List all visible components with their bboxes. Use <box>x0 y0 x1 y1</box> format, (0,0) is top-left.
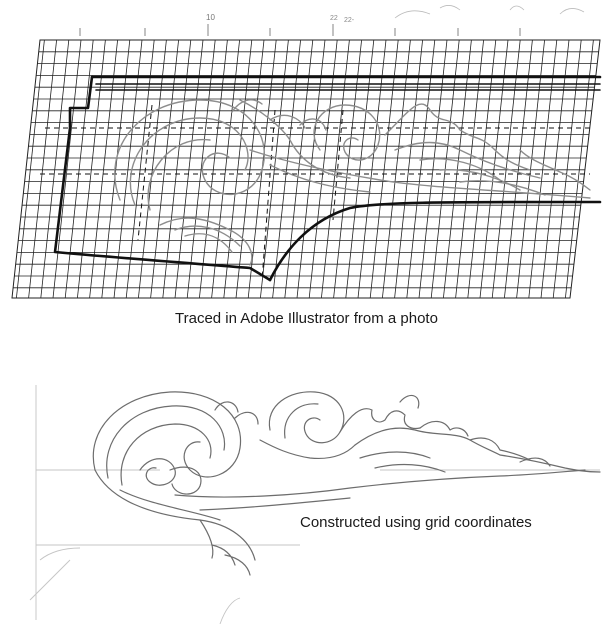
grid-vertical-line <box>321 40 349 298</box>
grid-vertical-line <box>53 40 81 298</box>
grid-vertical-line <box>346 40 374 298</box>
grid-vertical-line <box>260 40 288 298</box>
top-panel-caption: Traced in Adobe Illustrator from a photo <box>175 310 438 327</box>
grid-vertical-line <box>163 40 191 298</box>
grid-vertical-line <box>285 40 313 298</box>
grid-vertical-line <box>334 40 362 298</box>
grid-vertical-line <box>382 40 410 298</box>
bottom-panel-caption: Constructed using grid coordinates <box>300 514 532 531</box>
grid-vertical-line <box>456 40 484 298</box>
grid-vertical-line <box>553 40 581 298</box>
grid-vertical-line <box>370 40 398 298</box>
grid-vertical-line <box>480 40 508 298</box>
grid-vertical-line <box>4 40 32 298</box>
grid-border <box>12 40 600 298</box>
ruler-mark-22b: 22- <box>344 17 355 24</box>
grid-vertical-line <box>212 40 240 298</box>
grid-vertical-line <box>590 40 609 298</box>
grid-vertical-line <box>431 40 459 298</box>
construction-guides <box>30 385 600 624</box>
grid-vertical-line <box>517 40 545 298</box>
pencil-scribble <box>395 5 584 18</box>
traced-drawing-panel <box>0 0 609 300</box>
grid-vertical-line <box>16 40 44 298</box>
ruler-mark-10: 10 <box>206 13 215 22</box>
grid-vertical-line <box>358 40 386 298</box>
grid-vertical-line <box>578 40 606 298</box>
grid-vertical-line <box>407 40 435 298</box>
grid-vertical-line <box>565 40 593 298</box>
top-ruler <box>80 24 520 36</box>
grid-vertical-line <box>175 40 203 298</box>
grid-vertical-line <box>199 40 227 298</box>
grid-vertical-line <box>236 40 264 298</box>
grid-vertical-line <box>65 40 93 298</box>
grid-vertical-line <box>187 40 215 298</box>
profile-outline <box>55 77 600 280</box>
grid-vertical-line <box>29 40 57 298</box>
grid-vertical-line <box>224 40 252 298</box>
grid-vertical-line <box>443 40 471 298</box>
constructed-acanthus-scroll <box>93 392 600 575</box>
grid-vertical-line <box>90 40 118 298</box>
ruler-mark-22a: 22 <box>330 15 338 22</box>
grid-vertical-line <box>419 40 447 298</box>
grid-vertical-line <box>602 40 609 298</box>
grid-vertical-line <box>0 40 20 298</box>
grid-vertical-line <box>395 40 423 298</box>
